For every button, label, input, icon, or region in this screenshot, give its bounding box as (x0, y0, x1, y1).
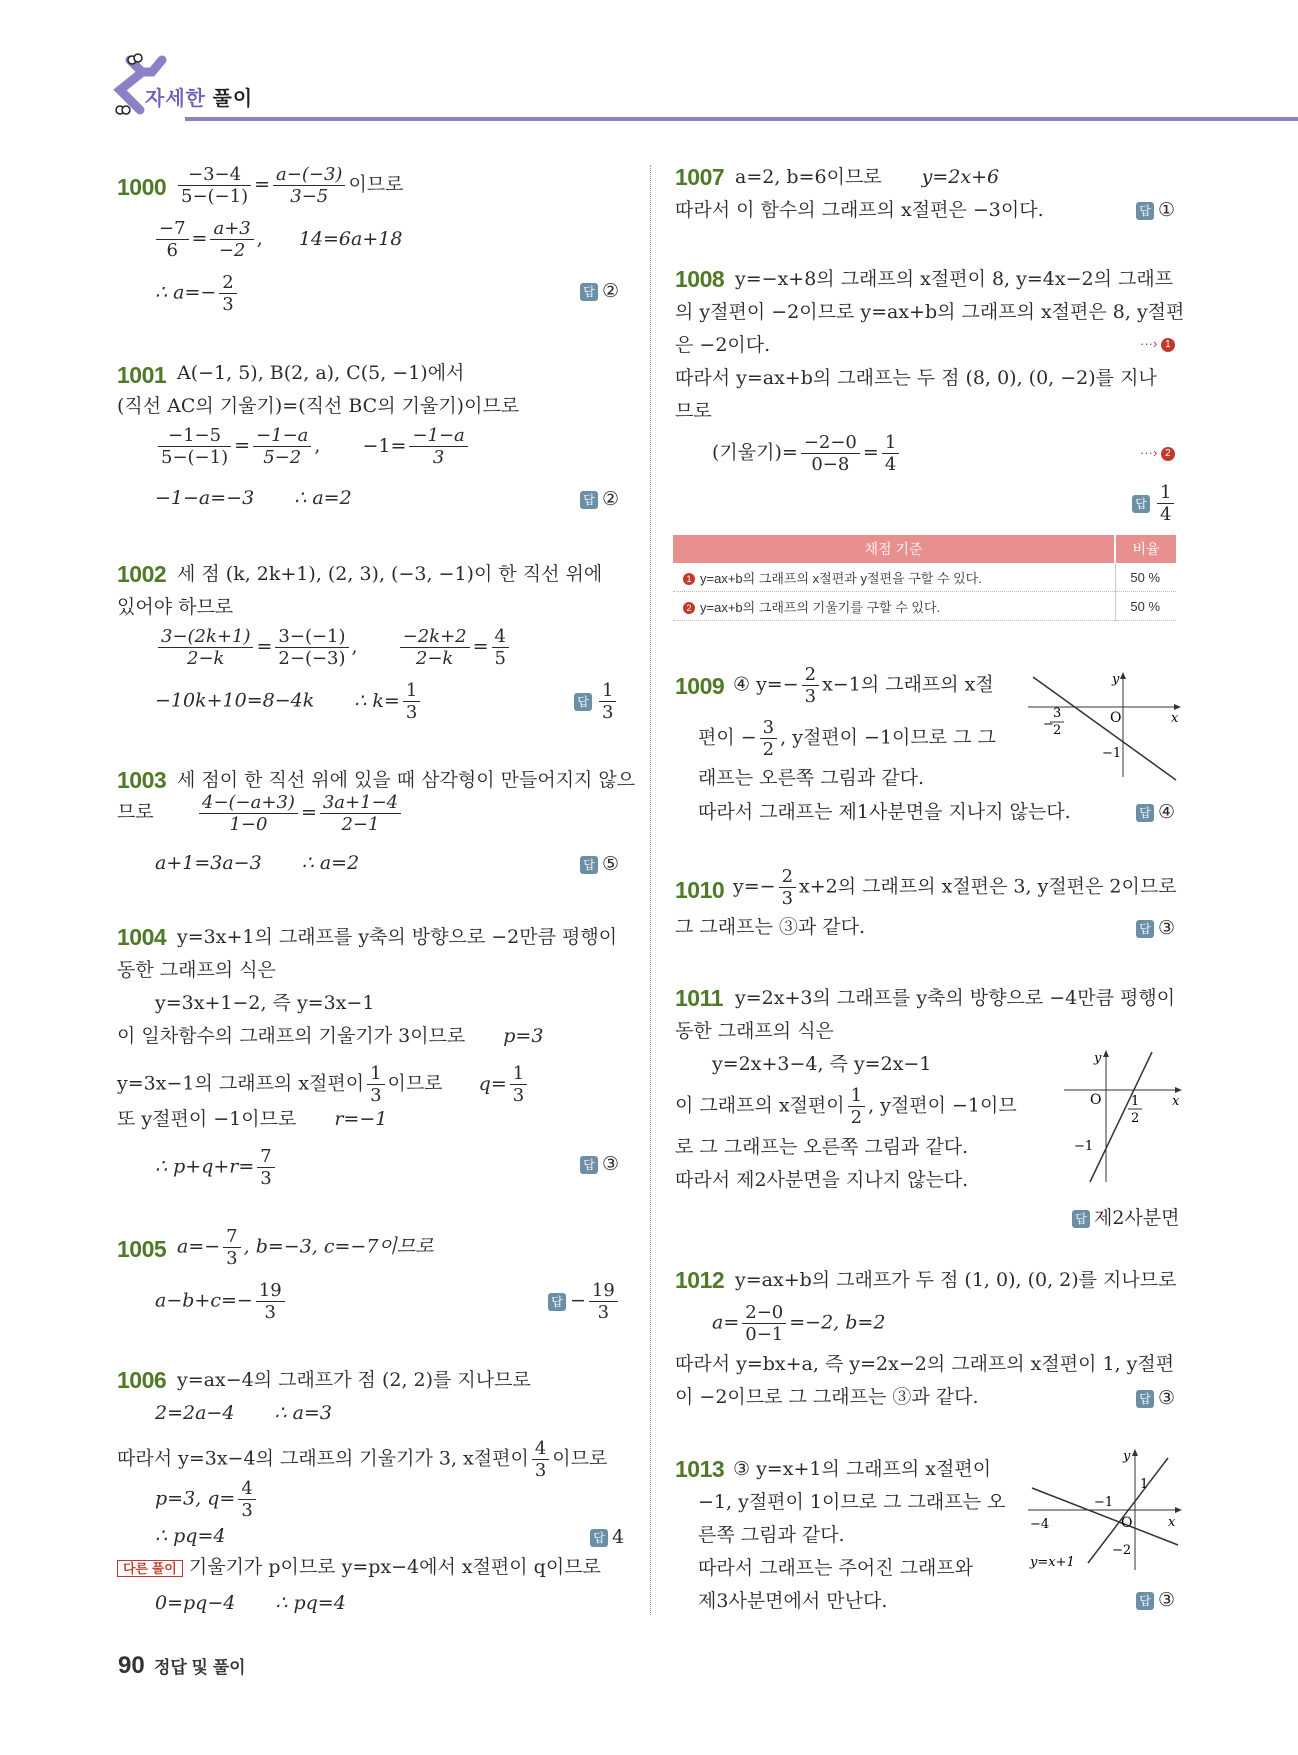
solution-line: $\frac{-3-4}{5-(-1)}$ = $\frac{a-(-3)}{3-5}$ 이므로 (175, 164, 404, 207)
problem-number: 1005 (117, 1236, 167, 1262)
solution-line: a=− $\frac{7}{3}$ , b=−3, c=−7이므로 (177, 1226, 434, 1269)
svg-text:y: y (1112, 672, 1120, 687)
svg-text:3: 3 (1053, 706, 1062, 721)
section-title (145, 82, 253, 111)
solution-line: y=2x+3−4, 즉 y=2x−1 (712, 1053, 932, 1075)
solution-line: 동한 그래프의 식은 (117, 959, 276, 981)
solution-line: y=3x+1−2, 즉 y=3x−1 (155, 992, 375, 1014)
svg-text:O: O (1110, 710, 1122, 726)
solution-line: 의 y절편이 −2이므로 y=ax+b의 그래프의 x절편은 8, y절편 (675, 301, 1185, 323)
footer-label: 정답 및 풀이 (153, 1658, 246, 1677)
solution-line: $\frac{3-(2k+1)}{2-k}$ = $\frac{3-(-1)}{2-(-3)}$ , $\frac{-2k+2}{2-k}$ = $\frac{4}{5}$ (155, 626, 512, 669)
svg-text:y: y (1094, 1051, 1102, 1066)
answer-icon: 답 (590, 1529, 608, 1547)
answer-icon: 답 (580, 856, 598, 874)
solution-line: 제3사분면에서 만난다. (698, 1590, 888, 1612)
solution-line: ∴ pq=4 (155, 1525, 226, 1547)
rubric-row: 2 y=ax+b의 그래프의 기울기를 구할 수 있다. 50 % (673, 592, 1176, 621)
page-footer (118, 1652, 246, 1680)
graph-1013 (1028, 1448, 1186, 1572)
svg-text:−: − (1043, 717, 1054, 732)
solution-line: 따라서 y=bx+a, 즉 y=2x−2의 그래프의 x절편이 1, y절편 (675, 1353, 1175, 1375)
section-title-b: 풀이 (212, 88, 254, 110)
solution-line: y=−x+8의 그래프의 x절편이 8, y=4x−2의 그래프 (735, 268, 1174, 290)
solution-line: y=3x+1의 그래프를 y축의 방향으로 −2만큼 평행이 (177, 926, 618, 948)
problem-number: 1007 (675, 164, 725, 190)
answer: 답 ③ (1136, 1387, 1175, 1409)
alternative-solution: 다른 풀이 기울기가 p이므로 y=px−4에서 x절편이 q이므로 (117, 1558, 601, 1577)
solution-line: 따라서 y=3x−4의 그래프의 기울기가 3, x절편이 $\frac{4}{3}$ 이므로 (117, 1438, 608, 1481)
answer: 답 ① (1136, 199, 1175, 221)
problem-number: 1010 (675, 877, 725, 903)
solution-line: a=2, b=6이므로 y=2x+6 (735, 166, 1000, 188)
step-marker-1: ···› 1 (1140, 336, 1175, 352)
svg-text:−1: −1 (1094, 1495, 1114, 1510)
solution-line: 은 −2이다. (675, 334, 771, 356)
answer-icon: 답 (1132, 495, 1150, 513)
rubric-row: 1 y=ax+b의 그래프의 x절편과 y절편을 구할 수 있다. 50 % (673, 563, 1176, 592)
solution-line: ④ y=− $\frac{2}{3}$ x−1의 그래프의 x절 (733, 664, 994, 707)
solution-line: 이 그래프의 x절편이 $\frac{1}{2}$ , y절편이 −1이므 (675, 1085, 1017, 1128)
grading-rubric-table (673, 535, 1176, 621)
solution-line: ∴ a=− $\frac{2}{3}$ (155, 272, 240, 315)
problem-number: 1004 (117, 924, 167, 950)
solution-line: (직선 AC의 기울기)=(직선 BC의 기울기)이므로 (117, 395, 520, 417)
solution-line: y=ax+b의 그래프가 두 점 (1, 0), (0, 2)를 지나므로 (735, 1269, 1177, 1291)
solution-line: 로 그 그래프는 오른쪽 그림과 같다. (675, 1136, 969, 1158)
svg-text:y=x+1: y=x+1 (1030, 1555, 1075, 1570)
solution-line: a−b+c=− $\frac{19}{3}$ (155, 1280, 288, 1323)
answer: 답 제2사분면 (1072, 1203, 1180, 1230)
solution-line: $\frac{-1-5}{5-(-1)}$ = $\frac{-1-a}{5-2}$ , −1= $\frac{-1-a}{3}$ (155, 425, 471, 468)
svg-text:−1: −1 (1102, 746, 1122, 761)
solution-line: 므로 (675, 400, 712, 422)
graph-1011 (1062, 1048, 1186, 1184)
solution-line: 그 그래프는 ③과 같다. (675, 916, 865, 938)
solution-line: 또 y절편이 −1이므로 r=−1 (117, 1108, 388, 1130)
svg-text:O: O (1121, 1515, 1133, 1531)
solution-line: y=− $\frac{2}{3}$ x+2의 그래프의 x절편은 3, y절편은 2이므로 (733, 866, 1177, 909)
solution-line: 따라서 이 함수의 그래프의 x절편은 −3이다. (675, 199, 1044, 221)
svg-text:2: 2 (1131, 1111, 1140, 1126)
solution-line: 0=pq−4 ∴ pq=4 (155, 1592, 346, 1614)
problem-number: 1008 (675, 266, 725, 292)
answer: 답 ② (580, 488, 619, 510)
solution-line: 래프는 오른쪽 그림과 같다. (698, 767, 925, 789)
answer-icon: 답 (1136, 804, 1154, 822)
solution-line: y=3x−1의 그래프의 x절편이 $\frac{1}{3}$ 이므로 q= $\frac{1}{3}$ (117, 1063, 530, 1106)
section-title-a: 자세한 (145, 88, 206, 110)
solution-line: 따라서 y=ax+b의 그래프는 두 점 (8, 0), (0, −2)를 지나 (675, 367, 1157, 389)
solution-line: ∴ p+q+r= $\frac{7}{3}$ (155, 1146, 278, 1189)
problem-number: 1001 (117, 362, 167, 388)
answer: 답 ⑤ (580, 853, 619, 875)
graph-1009 (1028, 672, 1186, 782)
answer: 답 − $\frac{19}{3}$ (548, 1280, 621, 1323)
answer: 답 ② (580, 280, 619, 302)
solution-line: 2=2a−4 ∴ a=3 (155, 1402, 332, 1424)
solution-line: 이 −2이므로 그 그래프는 ③과 같다. (675, 1386, 979, 1408)
solution-line: 므로 (117, 801, 154, 823)
solution-line: 있어야 하므로 (117, 596, 234, 618)
solution-line: $\frac{4-(-a+3)}{1-0}$ = $\frac{3a+1-4}{2-1}$ (196, 792, 404, 835)
answer: 답 ④ (1136, 801, 1175, 823)
rubric-header-ratio: 비율 (1115, 535, 1176, 563)
solution-line: (기울기)= $\frac{-2-0}{0-8}$ = $\frac{1}{4}$ (712, 432, 902, 475)
problem-number: 1011 (675, 985, 723, 1011)
svg-text:2: 2 (1053, 723, 1062, 738)
solution-line: ③ y=x+1의 그래프의 x절편이 (733, 1458, 992, 1480)
svg-text:−2: −2 (1112, 1543, 1132, 1558)
solution-line: y=2x+3의 그래프를 y축의 방향으로 −4만큼 평행이 (735, 987, 1176, 1009)
column-divider (650, 165, 651, 1615)
step-marker-2: ···› 2 (1140, 445, 1175, 461)
answer-icon: 답 (1136, 202, 1154, 220)
answer: 답 ③ (580, 1153, 619, 1175)
rubric-header-criteria: 채점 기준 (673, 535, 1115, 563)
answer-icon: 답 (580, 283, 598, 301)
alt-solution-tag: 다른 풀이 (117, 1560, 183, 1577)
solution-line: a= $\frac{2-0}{0-1}$ =−2, b=2 (712, 1302, 886, 1345)
svg-text:y: y (1123, 1449, 1131, 1464)
solution-line: p=3, q= $\frac{4}{3}$ (155, 1478, 259, 1521)
solution-line: 세 점 (k, 2k+1), (2, 3), (−3, −1)이 한 직선 위에 (177, 563, 603, 585)
answer-icon: 답 (574, 693, 592, 711)
svg-text:−1: −1 (1074, 1139, 1094, 1154)
answer-icon: 답 (580, 491, 598, 509)
svg-text:−4: −4 (1030, 1517, 1050, 1532)
answer-icon: 답 (580, 1156, 598, 1174)
solution-line: 동한 그래프의 식은 (675, 1020, 834, 1042)
page-number: 90 (118, 1652, 145, 1679)
solution-line: 이 일차함수의 그래프의 기울기가 3이므로 p=3 (117, 1025, 544, 1047)
problem-number: 1006 (117, 1367, 167, 1393)
solution-line: $\frac{-7}{6}$ = $\frac{a+3}{-2}$ , 14=6a+18 (153, 218, 402, 261)
problem-number: 1000 (117, 174, 167, 200)
solution-line: 따라서 제2사분면을 지나지 않는다. (675, 1169, 969, 1191)
solution-line: y=ax−4의 그래프가 점 (2, 2)를 지나므로 (177, 1369, 531, 1391)
problem-number: 1009 (675, 673, 725, 699)
answer-icon: 답 (1136, 1390, 1154, 1408)
solution-line: −10k+10=8−4k ∴ k= $\frac{1}{3}$ (155, 680, 423, 723)
answer-icon: 답 (1136, 1592, 1154, 1610)
problem-number: 1013 (675, 1456, 725, 1482)
solution-line: A(−1, 5), B(2, a), C(5, −1)에서 (177, 362, 465, 384)
answer: 답 ③ (1136, 917, 1175, 939)
svg-text:x: x (1168, 1515, 1176, 1530)
solution-line: −1−a=−3 ∴ a=2 (155, 487, 352, 509)
svg-text:O: O (1090, 1092, 1102, 1108)
answer-icon: 답 (548, 1293, 566, 1311)
solution-line: −1, y절편이 1이므로 그 그래프는 오 (698, 1491, 1006, 1513)
solution-line: 편이 − $\frac{3}{2}$ , y절편이 −1이므로 그 그 (698, 717, 996, 760)
answer: 답 $\frac{1}{4}$ (1132, 482, 1177, 525)
answer-icon: 답 (1136, 920, 1154, 938)
answer: 답 4 (590, 1526, 624, 1548)
svg-text:1: 1 (1131, 1094, 1140, 1109)
problem-number: 1012 (675, 1267, 725, 1293)
svg-text:x: x (1171, 711, 1179, 726)
answer: 답 ③ (1136, 1589, 1175, 1611)
answer: 답 $\frac{1}{3}$ (574, 680, 619, 723)
svg-text:x: x (1172, 1094, 1180, 1109)
solution-line: 따라서 그래프는 주어진 그래프와 (698, 1557, 974, 1579)
answer-icon: 답 (1072, 1210, 1090, 1228)
solution-line: 른쪽 그림과 같다. (698, 1524, 845, 1546)
header-rule (185, 117, 1298, 121)
problem-number: 1002 (117, 561, 167, 587)
solution-line: 세 점이 한 직선 위에 있을 때 삼각형이 만들어지지 않으 (177, 769, 636, 791)
solution-line: 따라서 그래프는 제1사분면을 지나지 않는다. (698, 801, 1071, 823)
solution-line: a+1=3a−3 ∴ a=2 (155, 852, 360, 874)
svg-text:1: 1 (1140, 1477, 1149, 1492)
problem-number: 1003 (117, 767, 167, 793)
